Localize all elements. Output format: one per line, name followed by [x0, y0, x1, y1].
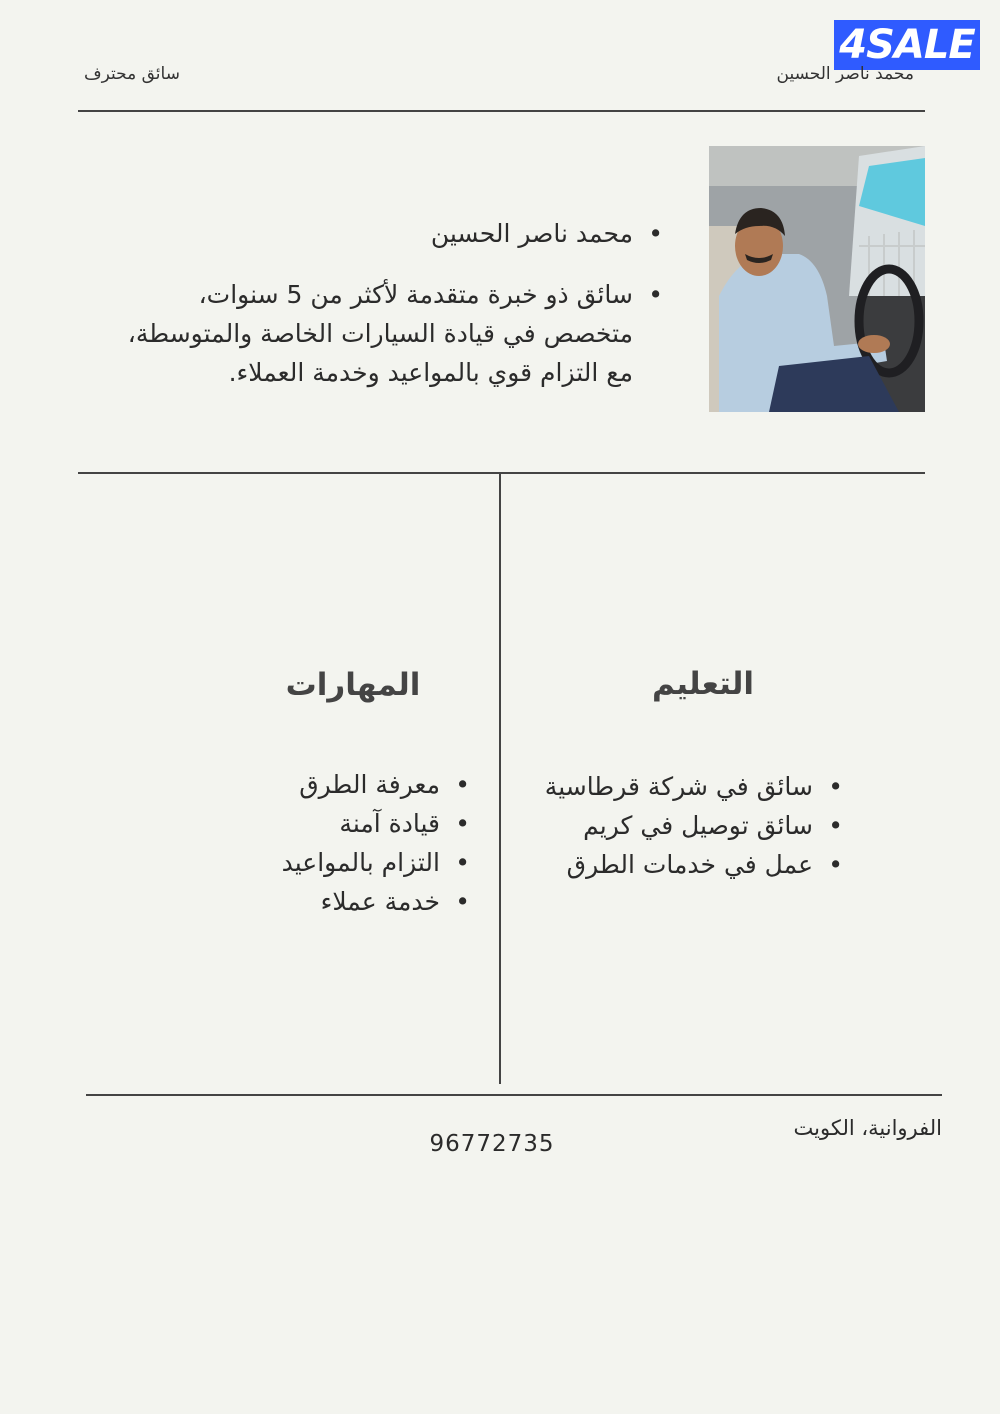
- header-role: سائق محترف: [84, 64, 180, 84]
- header-divider: [78, 110, 925, 112]
- skills-item: • معرفة الطرق: [230, 765, 470, 804]
- brand-logo: 4SALE: [834, 20, 980, 70]
- intro-item: • سائق ذو خبرة متقدمة لأكثر من 5 سنوات، متخصص في قيادة السيارات الخاصة والمتوسطة، مع التزام قوي بالمواعيد وخدمة العملاء.: [120, 275, 663, 392]
- skills-list: [230, 765, 470, 921]
- education-item: • عمل في خدمات الطرق: [515, 845, 843, 884]
- education-item: • سائق في شركة قرطاسية: [515, 767, 843, 806]
- header-name: محمد ناصر الحسين: [776, 64, 914, 84]
- footer-phone: 96772735: [429, 1131, 555, 1157]
- footer-location: الفروانية، الكويت: [793, 1116, 942, 1140]
- profile-photo: [709, 146, 925, 412]
- education-item: • سائق توصيل في كريم: [515, 806, 843, 845]
- skills-item: • قيادة آمنة: [230, 804, 470, 843]
- intro-item: • محمد ناصر الحسين: [120, 214, 663, 253]
- skills-item: • خدمة عملاء: [230, 882, 470, 921]
- education-list: [515, 767, 843, 884]
- education-title: التعليم: [651, 666, 755, 702]
- skills-item: • التزام بالمواعيد: [230, 843, 470, 882]
- column-divider: [499, 474, 501, 1084]
- section-divider: [78, 472, 925, 474]
- footer-divider: [86, 1094, 942, 1096]
- skills-title: المهارات: [285, 667, 421, 703]
- intro-list: [120, 214, 663, 414]
